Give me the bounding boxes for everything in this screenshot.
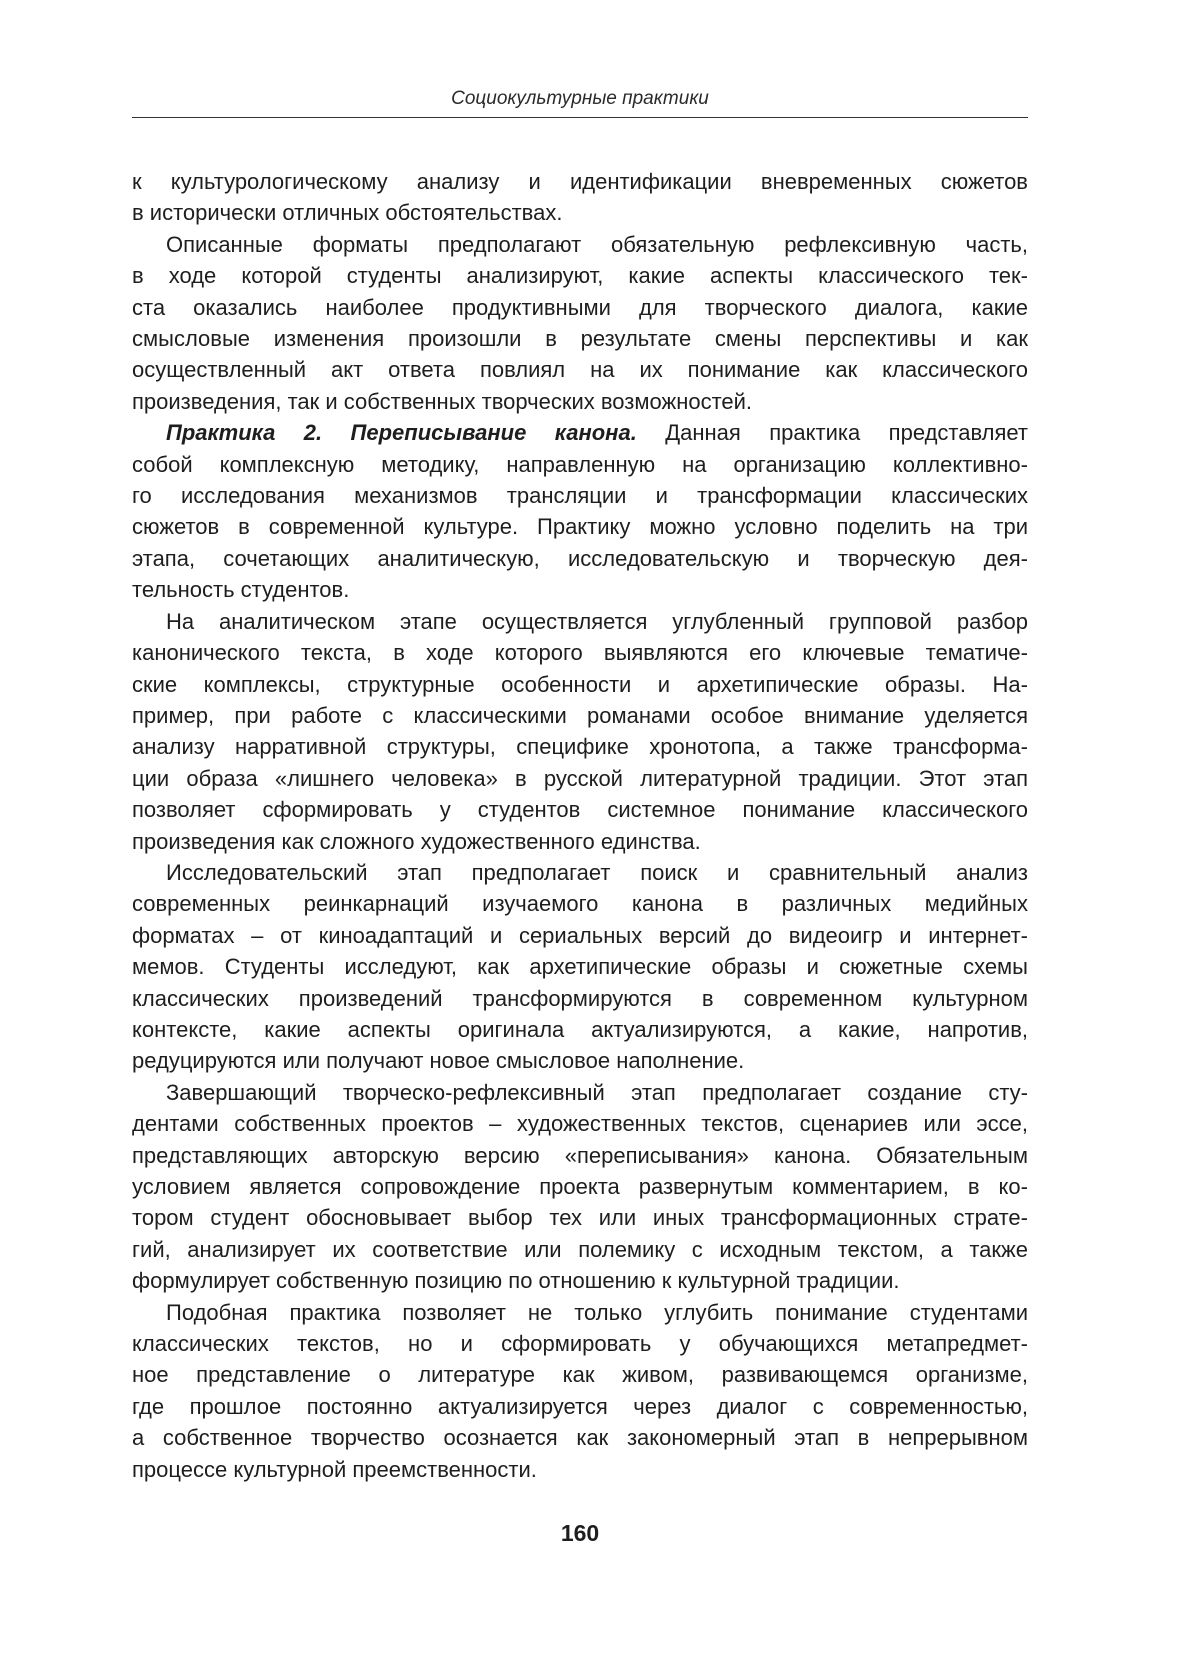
text-line: собой комплексную методику, направленную на организацию коллективно- [132, 451, 1028, 477]
text-line: позволяет сформировать у студентов системное понимание классического [132, 797, 1028, 823]
paragraph [132, 1297, 1028, 1485]
text-line: представляющих авторскую версию «переписывания» канона. Обязательным [132, 1142, 1028, 1168]
text-line: произведения как сложного художественного единства. [132, 828, 701, 854]
text-line: ции образа «лишнего человека» в русской литературной традиции. Этот этап [132, 765, 1028, 791]
text-line: анализу нарративной структуры, специфике хронотопа, а также трансформа- [132, 734, 1028, 760]
text-line: современных реинкарнаций изучаемого канона в различных медийных [132, 891, 1028, 917]
text-line: мемов. Студенты исследуют, как архетипические образы и сюжетные схемы [132, 954, 1028, 980]
text-line: сюжетов в современной культуре. Практику можно условно поделить на три [132, 514, 1028, 540]
text-line: Исследовательский этап предполагает поиск и сравнительный анализ [166, 859, 1028, 885]
header-rule [132, 117, 1028, 118]
text-line: контексте, какие аспекты оригинала актуализируются, а какие, напротив, [132, 1016, 1028, 1042]
text-line: а собственное творчество осознается как закономерный этап в непрерывном [132, 1425, 1028, 1451]
text-line: ста оказались наиболее продуктивными для творческого диалога, какие [132, 294, 1028, 320]
body-text [132, 166, 1028, 1485]
text-line: тельность студентов. [132, 577, 350, 603]
text-line: редуцируются или получают новое смысловое наполнение. [132, 1048, 745, 1074]
text-line: формулирует собственную позицию по отношению к культурной традиции. [132, 1268, 900, 1294]
text-line: ное представление о литературе как живом, развивающемся организме, [132, 1362, 1028, 1388]
text-line: в ходе которой студенты анализируют, какие аспекты классического тек- [132, 263, 1028, 289]
paragraph [132, 229, 1028, 417]
text-line: На аналитическом этапе осуществляется углубленный групповой разбор [166, 608, 1028, 634]
text-line: классических текстов, но и сформировать у обучающихся метапредмет- [132, 1331, 1028, 1357]
paragraph [132, 166, 1028, 229]
text-line: смысловые изменения произошли в результате смены перспективы и как [132, 326, 1028, 352]
text-line: процессе культурной преемственности. [132, 1456, 537, 1482]
text-line [132, 417, 1028, 448]
text-fragment: Данная практика представляет [636, 420, 1028, 446]
text-line: дентами собственных проектов – художественных текстов, сценариев или эссе, [132, 1111, 1028, 1137]
text-line: к культурологическому анализу и идентификации вневременных сюжетов [132, 169, 1028, 194]
paragraph [132, 417, 1028, 605]
text-line: канонического текста, в ходе которого выявляются его ключевые тематиче- [132, 640, 1028, 666]
text-line: осуществленный акт ответа повлиял на их понимание как классического [132, 357, 1028, 383]
text-line: условием является сопровождение проекта развернутым комментарием, в ко- [132, 1174, 1028, 1199]
page-number: 160 [560, 1520, 600, 1546]
paragraph [132, 857, 1028, 1077]
text-line: го исследования механизмов трансляции и трансформации классических [132, 483, 1028, 509]
text-line: тором студент обосновывает выбор тех или иных трансформационных страте- [132, 1205, 1028, 1231]
text-line: Подобная практика позволяет не только углубить понимание студентами [166, 1299, 1028, 1325]
text-line: Завершающий творческо-рефлексивный этап предполагает создание сту- [166, 1079, 1028, 1105]
text-line: где прошлое постоянно актуализируется через диалог с современностью, [132, 1393, 1028, 1419]
text-line: гий, анализирует их соответствие или полемику с исходным текстом, а также [132, 1236, 1028, 1262]
text-line: этапа, сочетающих аналитическую, исследовательскую и творческую дея- [132, 545, 1028, 571]
text-line: Описанные форматы предполагают обязательную рефлексивную часть, [166, 231, 1028, 257]
text-line: в исторически отличных обстоятельствах. [132, 200, 563, 226]
running-header: Социокультурные практики [451, 88, 709, 109]
paragraph [132, 1077, 1028, 1297]
text-line: пример, при работе с классическими романами особое внимание уделяется [132, 702, 1028, 728]
practice-heading: Практика 2. Переписывание канона. [166, 420, 637, 446]
text-line: классических произведений трансформируются в современном культурном [132, 985, 1028, 1011]
text-line: произведения, так и собственных творческих возможностей. [132, 388, 753, 414]
paragraph [132, 606, 1028, 857]
text-line: форматах – от киноадаптаций и сериальных версий до видеоигр и интернет- [132, 922, 1028, 948]
text-line: ские комплексы, структурные особенности и архетипические образы. На- [132, 671, 1028, 697]
